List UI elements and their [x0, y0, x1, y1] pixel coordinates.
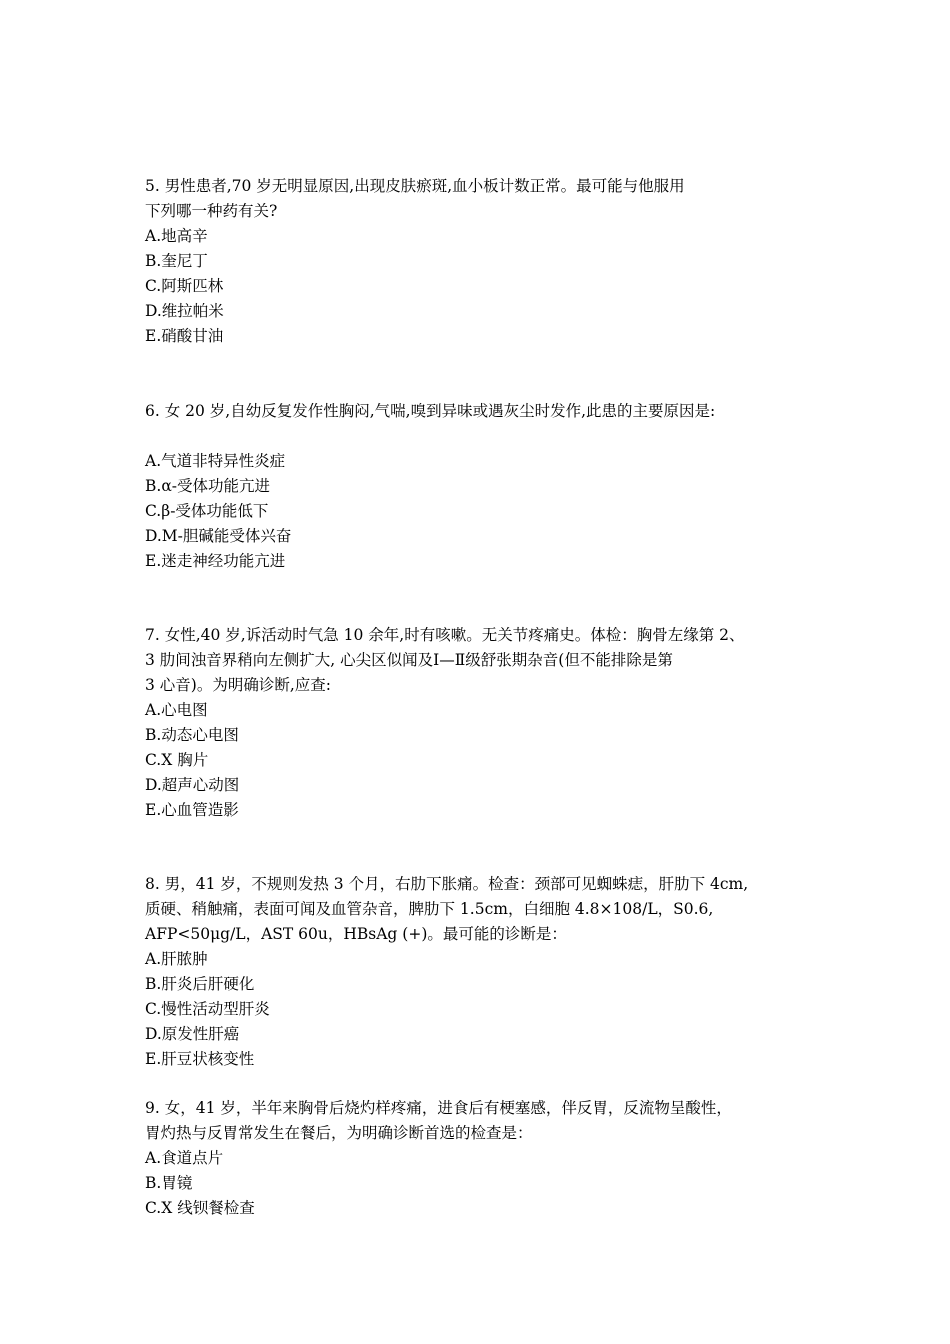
question-7-option-b: B.动态心电图	[145, 726, 239, 744]
question-7-stem-line-1: 7. 女性,40 岁,诉活动时气急 10 余年,时有咳嗽。无关节疼痛史。体检：胸骨左缘第 2、	[145, 626, 745, 644]
question-8-stem-line-2: 质硬、稍触痛，表面可闻及血管杂音，脾肋下 1.5cm，白细胞 4.8×108/L，S0.6,	[145, 900, 714, 918]
question-8-option-d: D.原发性肝癌	[145, 1025, 240, 1043]
question-6-option-b: B.α-受体功能亢进	[145, 477, 271, 495]
question-9-stem-line-2: 胃灼热与反胃常发生在餐后，为明确诊断首选的检查是：	[145, 1124, 533, 1142]
question-9-option-b: B.胃镜	[145, 1174, 193, 1192]
question-7-option-e: E.心血管造影	[145, 801, 239, 819]
question-8-stem-line-1: 8. 男，41 岁，不规则发热 3 个月，右肋下胀痛。检查：颈部可见蜘蛛痣，肝肋下 4cm,	[145, 875, 749, 893]
question-5-option-b: B.奎尼丁	[145, 252, 208, 270]
question-9-option-c: C.X 线钡餐检查	[145, 1199, 255, 1217]
question-6-option-e: E.迷走神经功能亢进	[145, 552, 286, 570]
question-8-option-a: A.肝脓肿	[145, 950, 208, 968]
question-6-stem-line-1: 6. 女 20 岁,自幼反复发作性胸闷,气喘,嗅到异味或遇灰尘时发作,此患的主要原因是:	[145, 402, 716, 420]
question-8-option-c: C.慢性活动型肝炎	[145, 1000, 270, 1018]
question-7-option-d: D.超声心动图	[145, 776, 240, 794]
question-7-option-c: C.X 胸片	[145, 751, 209, 769]
question-8-option-e: E.肝豆状核变性	[145, 1050, 255, 1068]
question-5-option-a: A.地高辛	[145, 227, 208, 245]
question-7-option-a: A.心电图	[145, 701, 208, 719]
question-6-option-c: C.β-受体功能低下	[145, 502, 269, 520]
question-8-option-b: B.肝炎后肝硬化	[145, 975, 255, 993]
question-9-option-a: A.食道点片	[145, 1149, 224, 1167]
question-6-option-a: A.气道非特异性炎症	[145, 452, 286, 470]
question-5-stem-line-1: 5. 男性患者,70 岁无明显原因,出现皮肤瘀斑,血小板计数正常。最可能与他服用	[145, 177, 685, 195]
question-7-stem-line-2: 3 肋间浊音界稍向左侧扩大, 心尖区似闻及Ⅰ—Ⅱ级舒张期杂音(但不能排除是第	[145, 651, 673, 669]
question-5-option-e: E.硝酸甘油	[145, 327, 224, 345]
question-5-option-c: C.阿斯匹林	[145, 277, 224, 295]
question-5-stem-line-2: 下列哪一种药有关?	[145, 202, 278, 220]
question-8-stem-line-3: AFP<50μg/L，AST 60u，HBsAg (+)。最可能的诊断是：	[145, 925, 567, 943]
question-7-stem-line-3: 3 心音)。为明确诊断,应查:	[145, 676, 331, 694]
question-9-stem-line-1: 9. 女，41 岁，半年来胸骨后烧灼样疼痛，进食后有梗塞感，伴反胃，反流物呈酸性，	[145, 1099, 732, 1117]
question-6-option-d: D.M-胆碱能受体兴奋	[145, 527, 292, 545]
question-5-option-d: D.维拉帕米	[145, 302, 224, 320]
